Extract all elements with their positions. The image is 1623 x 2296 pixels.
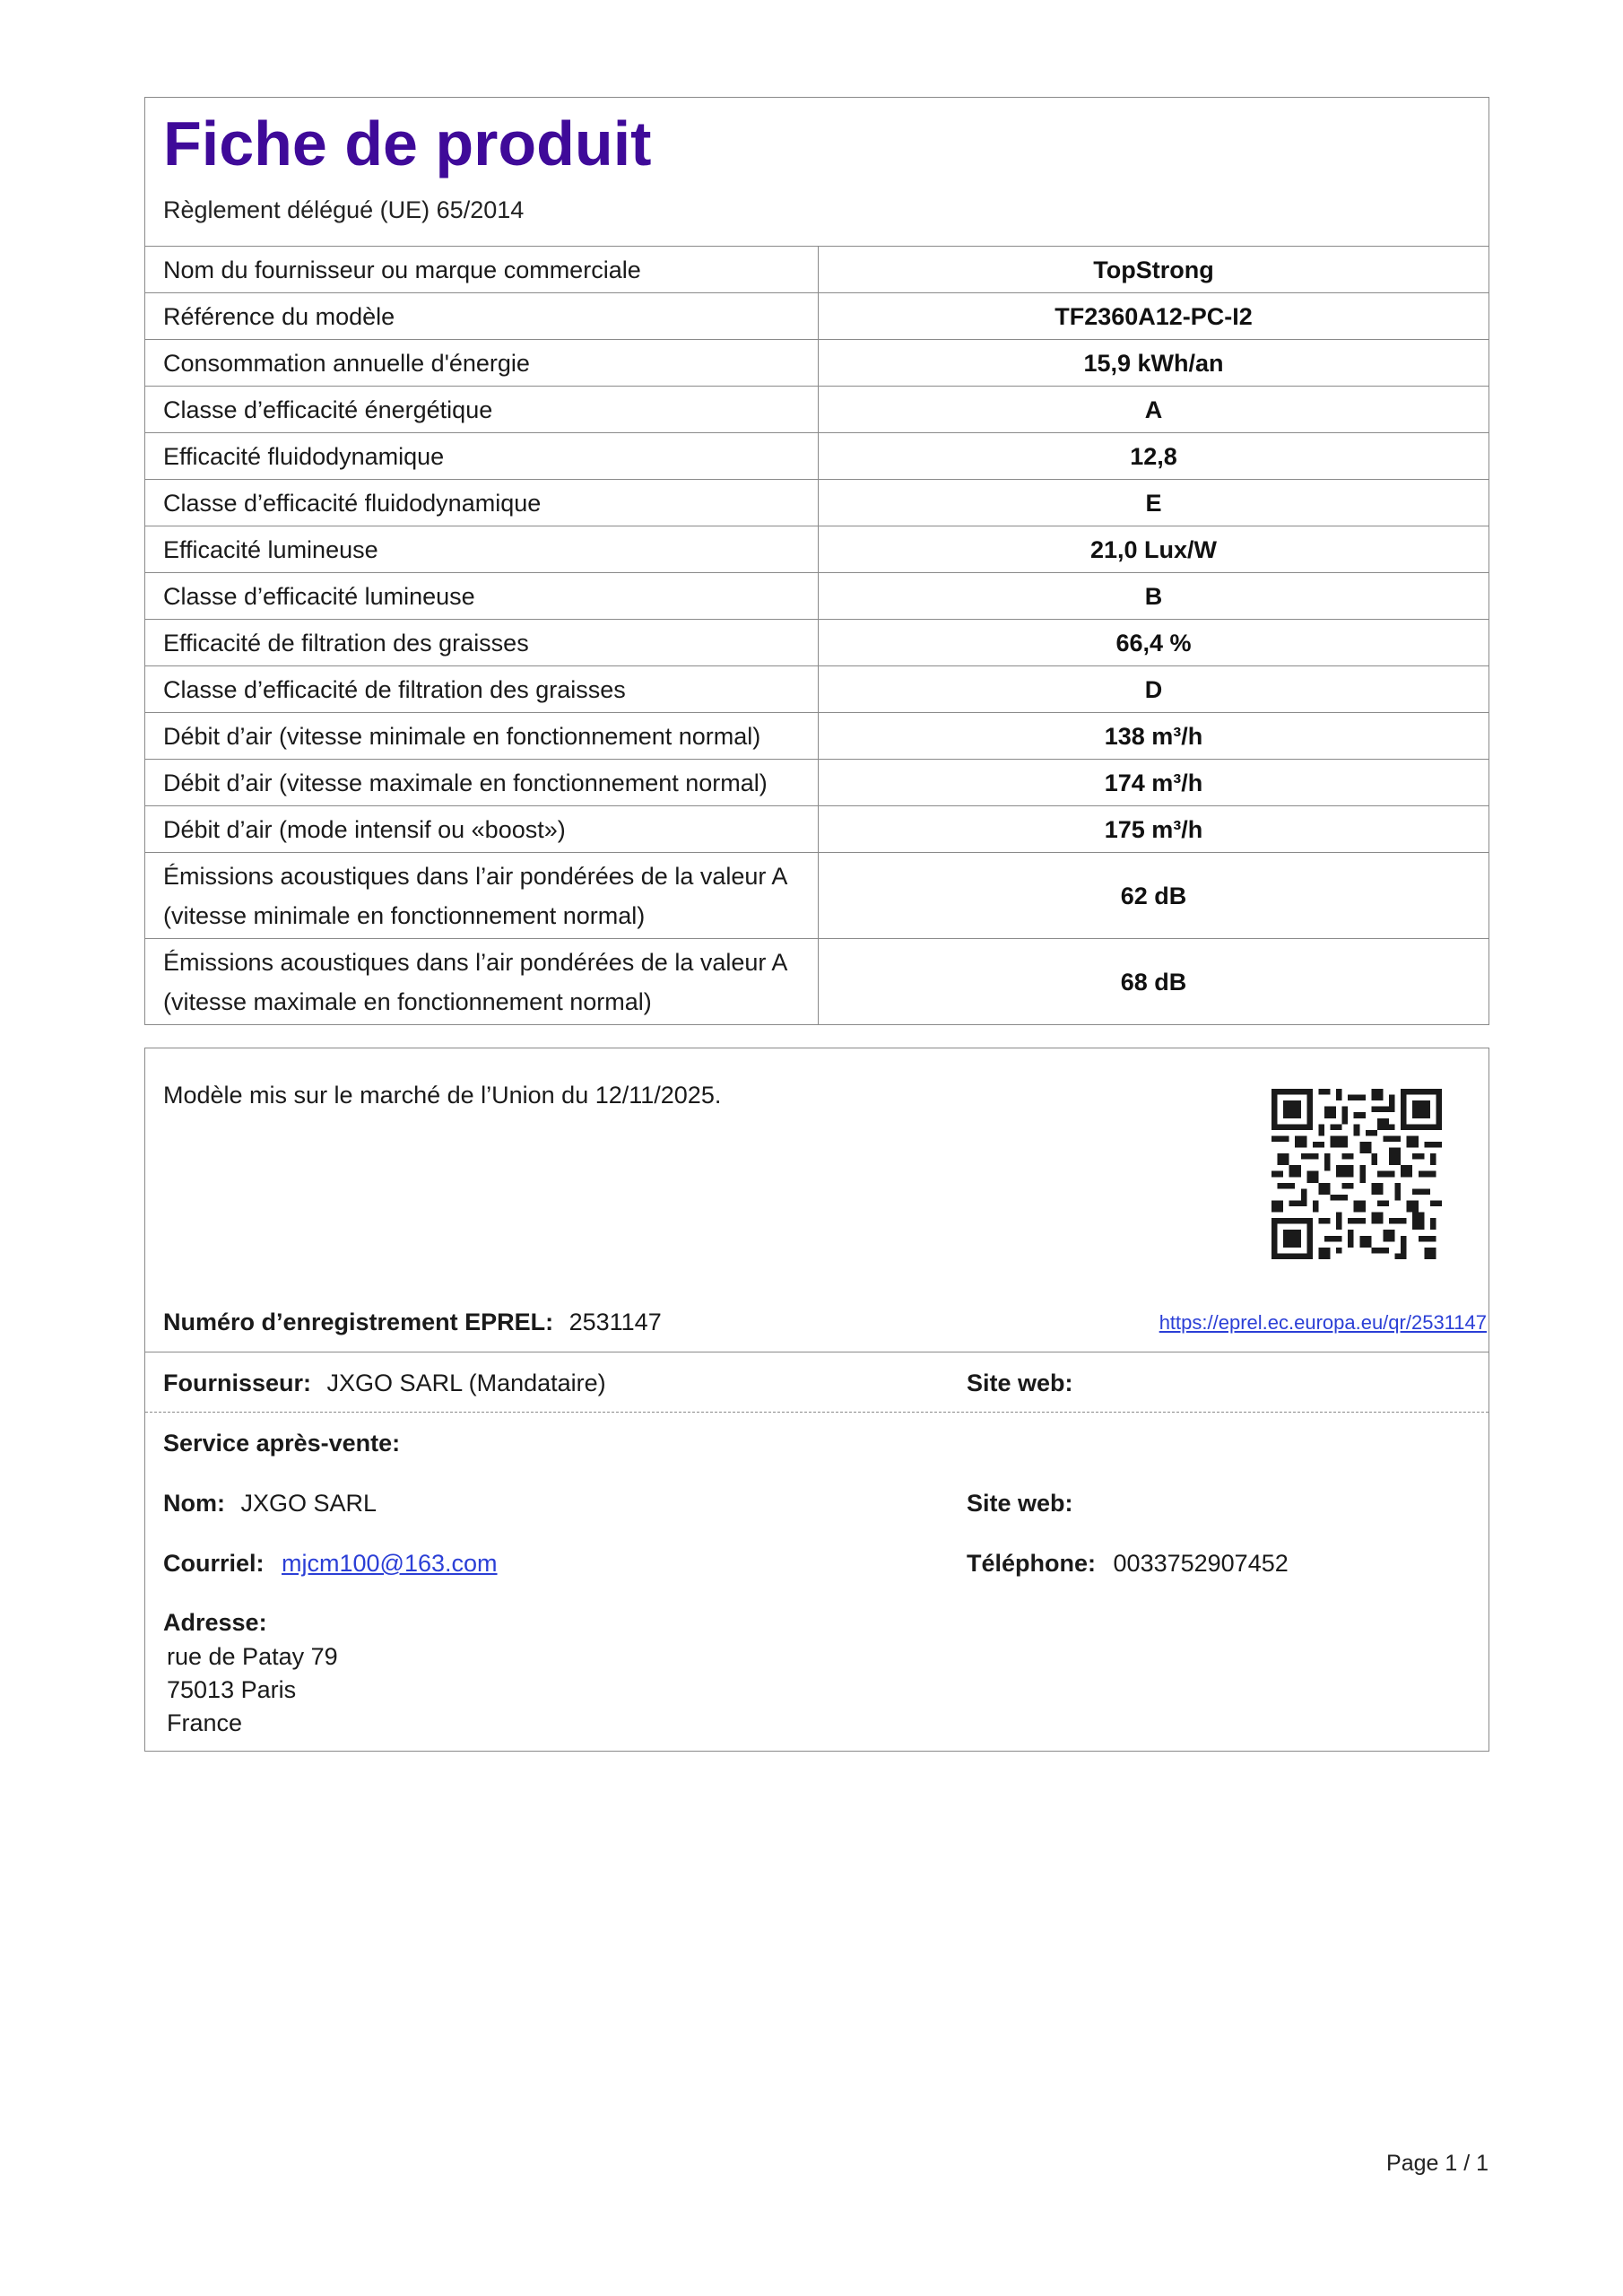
table-row [145,620,1488,666]
spec-label-line: (vitesse maximale en fonctionnement normal) [163,987,652,1015]
service-address-line: 75013 Paris [167,1676,297,1703]
spec-label [145,853,819,939]
spec-label: Consommation annuelle d'énergie [145,340,819,387]
sheet-header [145,98,1488,247]
page-number: Page 1 / 1 [1386,2151,1488,2176]
spec-label-line: (vitesse minimale en fonctionnement normal) [163,901,646,929]
spec-value: 21,0 Lux/W [819,526,1489,573]
page-title: Fiche de produit [163,109,652,178]
spec-label: Efficacité fluidodynamique [145,433,819,480]
spec-label: Débit d’air (vitesse minimale en fonctionnement normal) [145,713,819,760]
table-row [145,573,1488,620]
spec-table [145,247,1488,1024]
spec-value: 15,9 kWh/an [819,340,1489,387]
spec-value: D [819,666,1489,713]
spec-label: Référence du modèle [145,293,819,340]
table-row [145,853,1488,939]
spec-label-line: Émissions acoustiques dans l’air pondérées de la valeur A [163,948,788,976]
table-row [145,666,1488,713]
regulation-subtitle: Règlement délégué (UE) 65/2014 [163,196,525,223]
spec-value: B [819,573,1489,620]
spec-value: 12,8 [819,433,1489,480]
spec-label: Nom du fournisseur ou marque commerciale [145,247,819,293]
spec-value: 138 m³/h [819,713,1489,760]
service-email-row [163,1547,498,1579]
spec-label: Classe d’efficacité de filtration des graisses [145,666,819,713]
service-phone-label: Téléphone: [967,1550,1097,1577]
table-row [145,340,1488,387]
eprel-registration [163,1306,662,1338]
supplier-value: JXGO SARL (Mandataire) [326,1370,606,1396]
spec-value: 62 dB [819,853,1489,939]
eprel-link[interactable]: https://eprel.ec.europa.eu/qr/2531147 [1159,1311,1487,1334]
spec-value: 174 m³/h [819,760,1489,806]
spec-label-line: Émissions acoustiques dans l’air pondérées de la valeur A [163,862,788,890]
supplier-info-box [144,1048,1489,1752]
supplier-website-label: Site web: [967,1370,1073,1396]
qr-code-icon[interactable] [1271,1089,1442,1259]
table-row [145,806,1488,853]
spec-value: TF2360A12-PC-I2 [819,293,1489,340]
supplier-row [163,1367,606,1399]
dashed-divider [145,1412,1488,1413]
spec-value: 68 dB [819,939,1489,1025]
spec-value: A [819,387,1489,433]
eprel-label: Numéro d’enregistrement EPREL: [163,1309,554,1335]
table-row [145,939,1488,1025]
service-phone-value: 0033752907452 [1113,1550,1289,1577]
service-address-label: Adresse: [163,1609,267,1636]
service-name-label: Nom: [163,1490,225,1517]
service-address-line: France [167,1709,243,1736]
table-row [145,247,1488,293]
service-email-label: Courriel: [163,1550,265,1577]
service-phone-row [967,1547,1289,1579]
spec-label: Classe d’efficacité fluidodynamique [145,480,819,526]
service-address-line: rue de Patay 79 [167,1643,338,1670]
service-name-row [163,1487,377,1519]
spec-label [145,939,819,1025]
table-row [145,526,1488,573]
spec-label: Débit d’air (vitesse maximale en fonctionnement normal) [145,760,819,806]
service-email-link[interactable]: mjcm100@163.com [282,1550,498,1577]
table-row [145,293,1488,340]
service-website-label: Site web: [967,1490,1073,1517]
spec-label: Efficacité de filtration des graisses [145,620,819,666]
table-row [145,480,1488,526]
table-row [145,760,1488,806]
market-date-text: Modèle mis sur le marché de l’Union du 12/11/2025. [163,1082,722,1109]
spec-label: Débit d’air (mode intensif ou «boost») [145,806,819,853]
spec-value: 175 m³/h [819,806,1489,853]
spec-value: 66,4 % [819,620,1489,666]
table-row [145,713,1488,760]
service-name-value: JXGO SARL [240,1490,378,1517]
spec-value: TopStrong [1093,256,1214,283]
service-title: Service après-vente: [163,1430,401,1457]
eprel-number: 2531147 [568,1309,662,1335]
table-row [145,433,1488,480]
product-sheet-table-box [144,97,1489,1025]
spec-label: Classe d’efficacité énergétique [145,387,819,433]
supplier-label: Fournisseur: [163,1370,312,1396]
spec-label: Efficacité lumineuse [145,526,819,573]
spec-value: E [819,480,1489,526]
table-row [145,387,1488,433]
spec-label: Classe d’efficacité lumineuse [145,573,819,620]
